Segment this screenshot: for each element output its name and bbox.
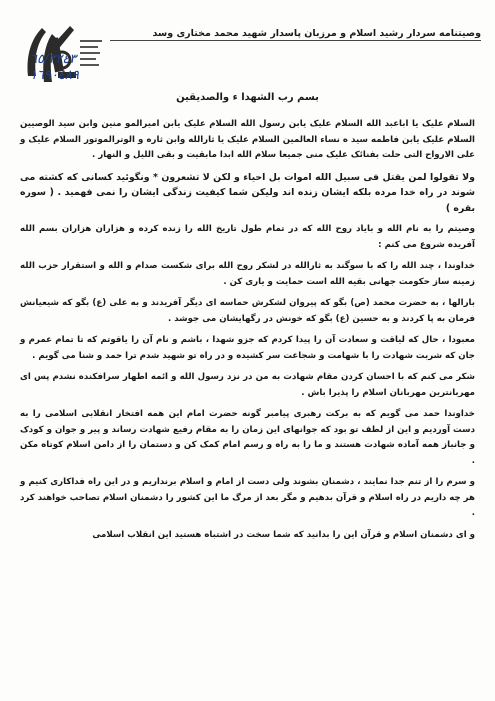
paragraph-salutation: السلام علیک یا اباعبد الله السلام علیک یابن رسول الله السلام علیک یابن امیرالمو منین وابن سید الوصیین السلام علیک یابن فاطمه سید ه نساء العالمین السلام علیک یا ثارالله وابن ثاره و الوترالموتور السلام علیک و علی الارواح التی حلت بفنائک علیک منی جمیعا سلام الله ابدا مابقیت و بقی اللیل و النهار . bbox=[20, 119, 475, 160]
reference-numbers bbox=[30, 52, 79, 84]
paragraph-prayer-1: خداوندا ، چند الله را که با سوگند به ثارالله در لشکر روح الله برای شکست صدام و الله و استقرار حزب الله زمینه ساز حکومت جهانی بقیه الله است حمایت و یاری کن . bbox=[20, 261, 475, 287]
reference-number-2: ١٦٩٠٤٨٩ bbox=[30, 68, 79, 83]
document-body bbox=[20, 92, 475, 549]
paragraph-prayer-2: بارالها ، به حضرت محمد (ص) بگو که پیروان لشکرش حماسه ای دیگر آفریدند و به علی (ع) بگو که شیعیانش فرمان به پا کردند و به حسین (ع) بگو که خونش در رگهایشان می جوشد . bbox=[20, 298, 475, 324]
paragraph-quran-verse: ولا تقولوا لمن یقتل فی سبیل الله اموات بل احیاء و لکن لا تشعرون * ونگوئید کسانی که کشته می شوند در راه خدا مرده بلکه ایشان زنده اند ولیکن شما کیفیت زندگی ایشان را نمی فهمید . ( سوره بقره ) bbox=[20, 171, 475, 214]
reference-number-1: ٦٥/٣٢٤٣ bbox=[30, 52, 77, 67]
document-heading: وصیتنامه سردار رشید اسلام و مرزبان پاسدار شهید محمد مختاری وسد bbox=[110, 28, 481, 41]
paragraph-opening: وصیتم را به نام الله و بایاد روح الله که در تمام طول تاریخ الله را زنده کرده و هزاران هزاران بسم الله آفریده شروع می کنم : bbox=[20, 224, 475, 250]
paragraph-prayer-3: معبودا ، حال که لیاقت و سعادت آن را پیدا کردم که جزو شهدا ، باشم و نام آن را یاقوتم که تا تمام عمرم و جان که شربت شهادت را با شهامت و شجاعت سر کشیده و در راه تو شهید شدم ترا حمد و شنا می گویم . bbox=[20, 335, 475, 361]
letter-header bbox=[110, 28, 481, 41]
document-title: بسم رب الشهدا ء والصدیقین bbox=[176, 92, 319, 103]
paragraph-revolution: خداوندا حمد می گویم که به برکت رهبری پیامبر گونه حضرت امام این همه افتخار انقلابی اسلامی را به دست آوردیم و این از لطف تو بود که جوانهای این زمان را به مقام رفیع شهادت رساند و پیر و جوان و کودک و جانباز همه آماده شهادت هستند و ما را به راه و رسم امام کمک کن و دستمان را از دامن اسلام کوتاه مکن . bbox=[20, 409, 475, 466]
paragraph-enemies: و ای دشمنان اسلام و قرآن این را بدانید که شما سخت در اشتباه هستید این انقلاب اسلامی bbox=[92, 529, 475, 540]
paragraph-steadfastness: و سرم را از تنم جدا نمایند ، دشمنان بشوند ولی دست از امام و اسلام برنداریم و در این راه فداکاری کنیم و هر چه داریم در راه اسلام و قرآن بدهیم و مگر بعد از مرگ ما این کشور را دشمنان اسلام تصاحب خواهند کرد . bbox=[19, 477, 475, 518]
paragraph-gratitude: شکر می کنم که با احسان کردن مقام شهادت به من در نزد رسول الله و ائمه اطهار سرافکنده نشدم پس ای مهربانترین مهربانان اسلام را پذیرا باش . bbox=[20, 372, 475, 398]
